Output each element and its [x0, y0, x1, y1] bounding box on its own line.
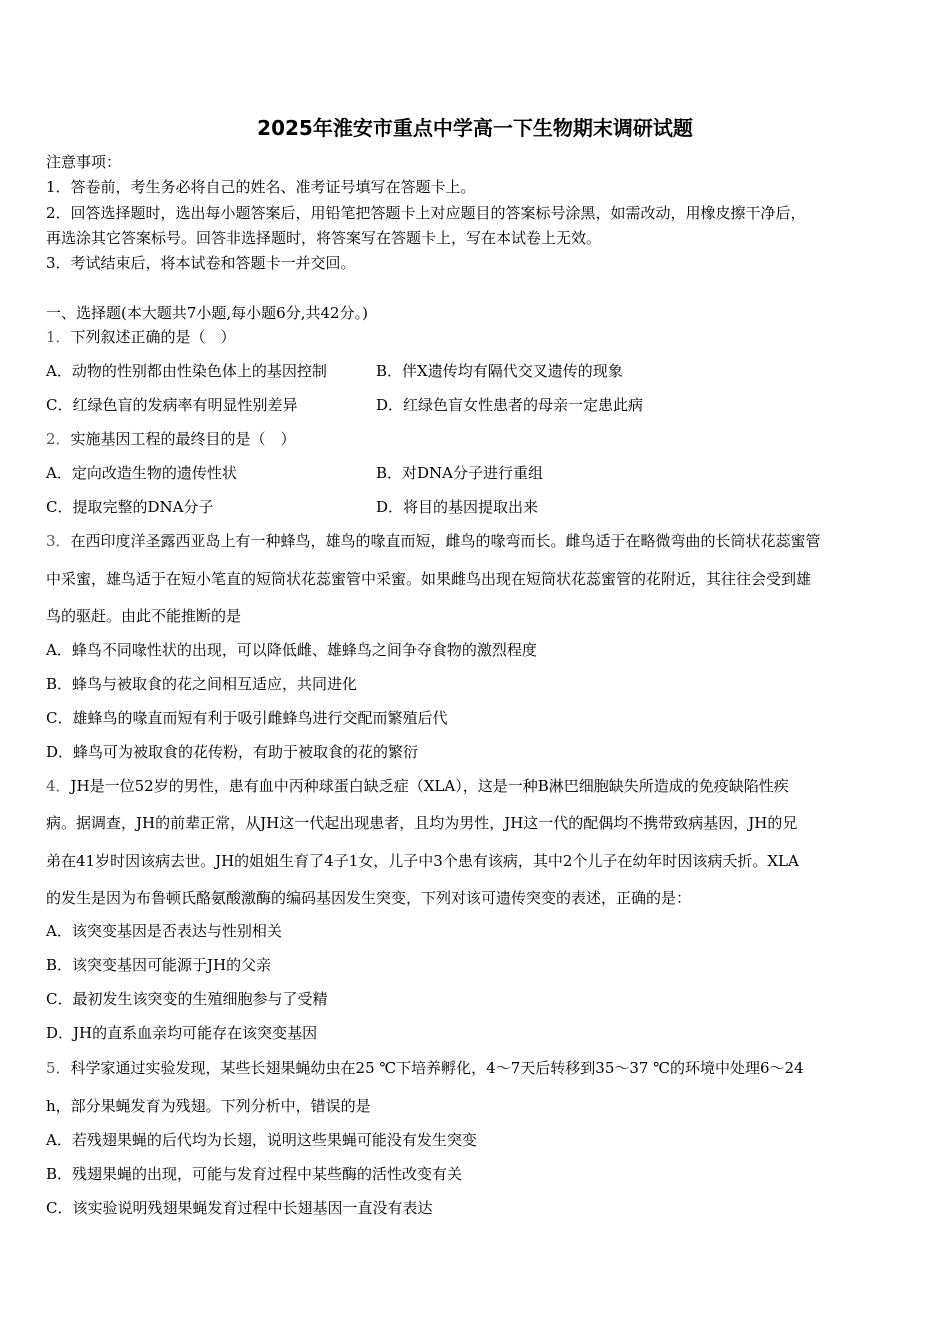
- q2-option-b: B．对DNA分子进行重组: [376, 464, 544, 482]
- q5-option-a: A．若残翅果蝇的后代均为长翅，说明这些果蝇可能没有发生突变: [46, 1131, 477, 1149]
- question-4-stem-2: 病。据调查，JH的前辈正常，从JH这一代起出现患者，且均为男性，JH这一代的配偶均不携带致病基因，JH的兄: [46, 814, 798, 832]
- q4-option-c: C．最初发生该突变的生殖细胞参与了受精: [46, 990, 328, 1008]
- q5-option-b: B．残翅果蝇的出现，可能与发育过程中某些酶的活性改变有关: [46, 1165, 463, 1183]
- q3-option-d: D．蜂鸟可为被取食的花传粉，有助于被取食的花的繁衍: [46, 743, 419, 761]
- question-stem: JH是一位52岁的男性，患有血中丙种球蛋白缺乏症（XLA），这是一种B淋巴细胞缺失所造成的免疫缺陷性疾: [70, 777, 789, 795]
- q3-option-a: A．蜂鸟不同喙性状的出现，可以降低雌、雄蜂鸟之间争夺食物的激烈程度: [46, 641, 537, 659]
- notice-heading: 注意事项：: [46, 153, 122, 171]
- question-3: [46, 531, 821, 551]
- q3-option-b: B．蜂鸟与被取食的花之间相互适应，共同进化: [46, 675, 358, 693]
- q1-option-d: D．红绿色盲女性患者的母亲一定患此病: [376, 396, 644, 414]
- q1-option-b: B．伴X遗传均有隔代交叉遗传的现象: [376, 362, 623, 380]
- notice-item-2-cont: 再选涂其它答案标号。回答非选择题时，将答案写在答题卡上，写在本试卷上无效。: [46, 229, 602, 247]
- section-heading: 一、选择题(本大题共7小题,每小题6分,共42分。): [46, 304, 368, 322]
- q4-option-b: B．该突变基因可能源于JH的父亲: [46, 956, 272, 974]
- q5-option-c: C．该实验说明残翅果蝇发育过程中长翅基因一直没有表达: [46, 1199, 433, 1217]
- question-4: [46, 776, 789, 796]
- question-5-stem-2: h，部分果蝇发育为残翅。下列分析中，错误的是: [46, 1097, 371, 1115]
- question-3-stem-2: 中采蜜，雄鸟适于在短小笔直的短筒状花蕊蜜管中采蜜。如果雌鸟出现在短筒状花蕊蜜管的花附近，其往往会受到雄: [46, 570, 812, 588]
- q3-option-c: C．雄蜂鸟的喙直而短有利于吸引雌蜂鸟进行交配而繁殖后代: [46, 709, 448, 727]
- question-number: 5．: [46, 1059, 71, 1077]
- notice-item-2: 2．回答选择题时，选出每小题答案后，用铅笔把答题卡上对应题目的答案标号涂黑，如需改动，用橡皮擦干净后，: [46, 204, 806, 222]
- question-number: 4．: [46, 777, 71, 795]
- q2-option-c: C．提取完整的DNA分子: [46, 498, 214, 516]
- page-title: 2025年淮安市重点中学高一下生物期末调研试题: [257, 116, 693, 140]
- q4-option-d: D．JH的直系血亲均可能存在该突变基因: [46, 1024, 318, 1042]
- q1-option-c: C．红绿色盲的发病率有明显性别差异: [46, 396, 298, 414]
- question-stem: 在西印度洋圣露西亚岛上有一种蜂鸟，雄鸟的喙直而短，雌鸟的喙弯而长。雌鸟适于在略微弯曲的长筒状花蕊蜜管: [70, 532, 821, 550]
- notice-item-1: 1．答卷前，考生务必将自己的姓名、准考证号填写在答题卡上。: [46, 178, 476, 196]
- question-number: 2．: [46, 430, 71, 448]
- q1-option-a: A．动物的性别都由性染色体上的基因控制: [46, 362, 327, 380]
- question-4-stem-4: 的发生是因为布鲁顿氏酪氨酸激酶的编码基因发生突变，下列对该可遗传突变的表述，正确的是：: [46, 889, 692, 907]
- question-2: [46, 429, 296, 449]
- notice-item-3: 3．考试结束后，将本试卷和答题卡一并交回。: [46, 254, 356, 272]
- question-stem: 实施基因工程的最终目的是（ ）: [70, 430, 296, 448]
- q2-option-d: D．将目的基因提取出来: [376, 498, 539, 516]
- question-3-stem-3: 鸟的驱赶。由此不能推断的是: [46, 607, 242, 625]
- q4-option-a: A．该突变基因是否表达与性别相关: [46, 922, 282, 940]
- question-number: 1．: [46, 328, 71, 346]
- question-number: 3．: [46, 532, 71, 550]
- question-stem: 科学家通过实验发现，某些长翅果蝇幼虫在25 ℃下培养孵化，4～7天后转移到35～37 ℃的环境中处理6～24: [70, 1059, 804, 1077]
- question-stem: 下列叙述正确的是（ ）: [70, 328, 236, 346]
- q2-option-a: A．定向改造生物的遗传性状: [46, 464, 237, 482]
- question-4-stem-3: 弟在41岁时因该病去世。JH的姐姐生育了4子1女，儿子中3个患有该病，其中2个儿子在幼年时因该病夭折。XLA: [46, 852, 799, 870]
- question-5: [46, 1058, 804, 1078]
- question-1: [46, 327, 236, 347]
